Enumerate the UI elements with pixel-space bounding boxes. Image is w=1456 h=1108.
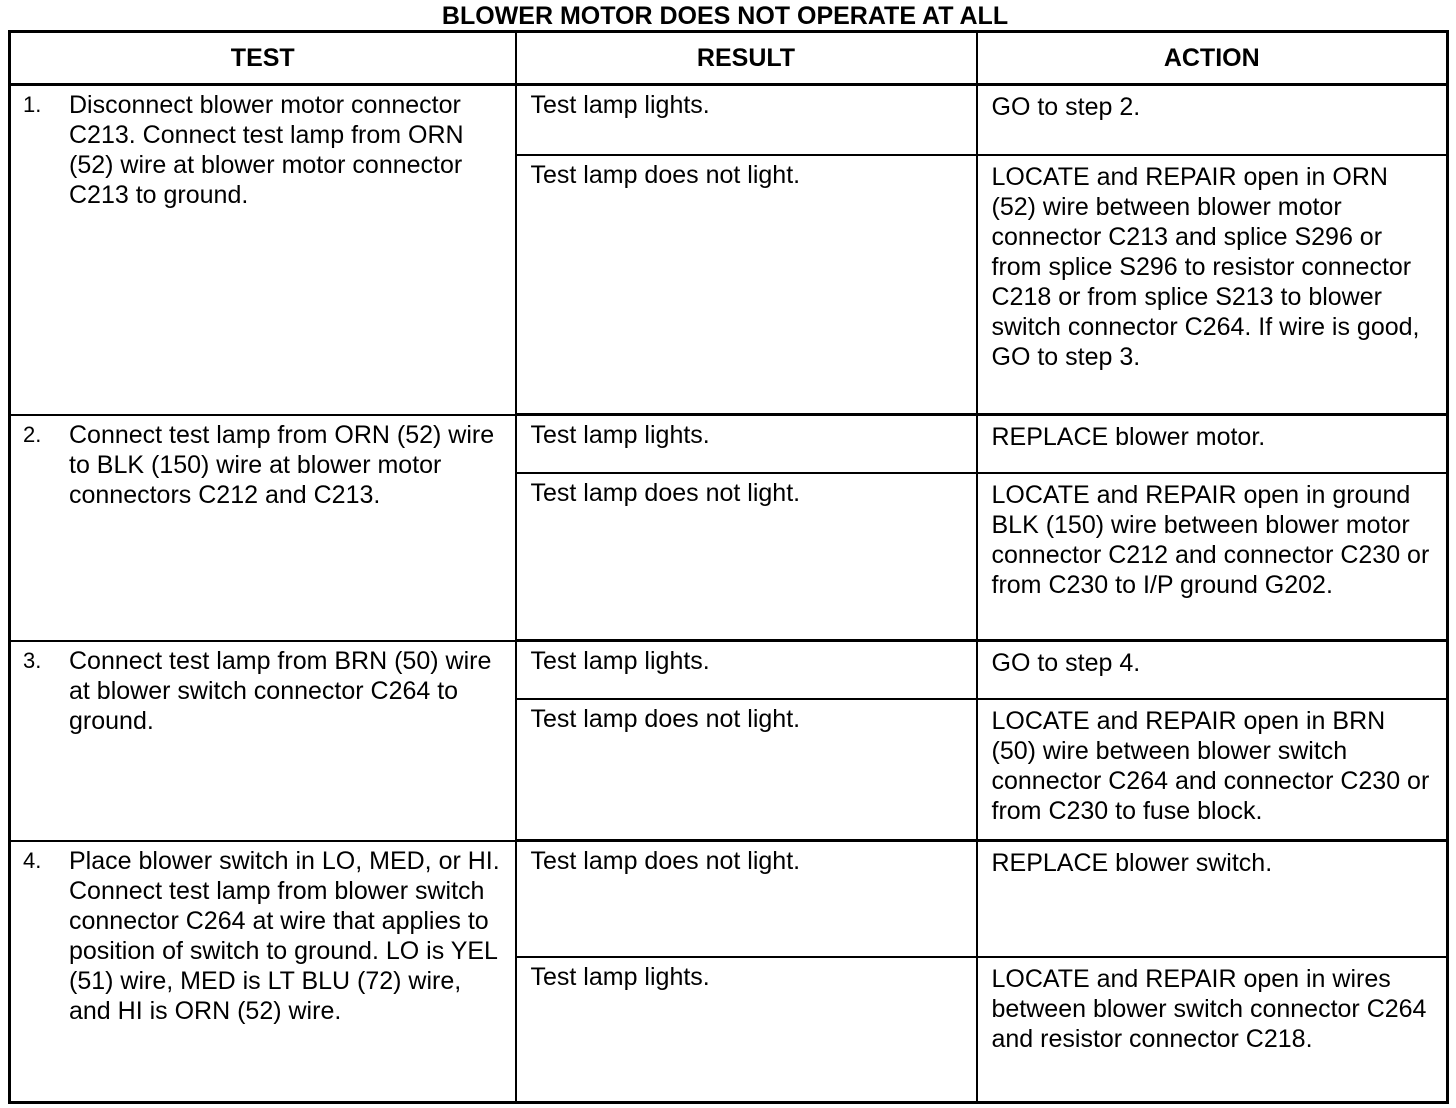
header-result: RESULT [516,32,977,85]
result-cell: Test lamp does not light. [516,155,977,415]
header-action: ACTION [977,32,1448,85]
result-cell: Test lamp lights. [516,85,977,155]
action-cell: LOCATE and REPAIR open in wires between blower switch connector C264 and resistor connector C218. [977,957,1448,1103]
table-row [10,85,1448,155]
test-text: Place blower switch in LO, MED, or HI. Connect test lamp from blower switch connector C264 at wire that applies to position of switch to ground. LO is YEL (51) wire, MED is LT BLU (72) wire, and HI is ORN (52) wire. [69,846,500,1025]
result-cell: Test lamp lights. [516,957,977,1103]
action-cell: LOCATE and REPAIR open in ground BLK (150) wire between blower motor connector C212 and connector C230 or from C230 to I/P ground G202. [977,473,1448,641]
header-row [10,32,1448,85]
test-cell [10,841,516,1103]
table-row [10,415,1448,473]
test-cell [10,415,516,641]
step-number: 2. [23,421,42,447]
test-text: Disconnect blower motor connector C213. Connect test lamp from ORN (52) wire at blower motor connector C213 to ground. [69,91,464,209]
diagnostic-table [8,30,1449,1104]
test-cell [10,641,516,841]
result-cell: Test lamp does not light. [516,841,977,957]
step-number: 3. [23,647,42,673]
table-row [10,841,1448,957]
result-cell: Test lamp does not light. [516,699,977,841]
table-title: BLOWER MOTOR DOES NOT OPERATE AT ALL [441,2,1009,30]
test-cell [10,85,516,415]
action-cell: LOCATE and REPAIR open in BRN (50) wire between blower switch connector C264 and connector C230 or from C230 to fuse block. [977,699,1448,841]
step-number: 1. [23,92,42,117]
result-cell: Test lamp does not light. [516,473,977,641]
action-cell: GO to step 2. [977,85,1448,155]
step-number: 4. [23,847,42,873]
action-cell: GO to step 4. [977,641,1448,699]
action-cell: REPLACE blower motor. [977,415,1448,473]
test-text: Connect test lamp from ORN (52) wire to BLK (150) wire at blower motor connectors C212 and C213. [69,420,495,509]
result-cell: Test lamp lights. [516,415,977,473]
table-row [10,641,1448,699]
header-test: TEST [10,32,516,85]
action-cell: REPLACE blower switch. [977,841,1448,957]
result-cell: Test lamp lights. [516,641,977,699]
test-text: Connect test lamp from BRN (50) wire at blower switch connector C264 to ground. [69,646,492,735]
action-cell: LOCATE and REPAIR open in ORN (52) wire between blower motor connector C213 and splice S296 or from splice S296 to resistor connector C218 or from splice S213 to blower switch connector C264. If wire is good, GO to step 3. [977,155,1448,415]
